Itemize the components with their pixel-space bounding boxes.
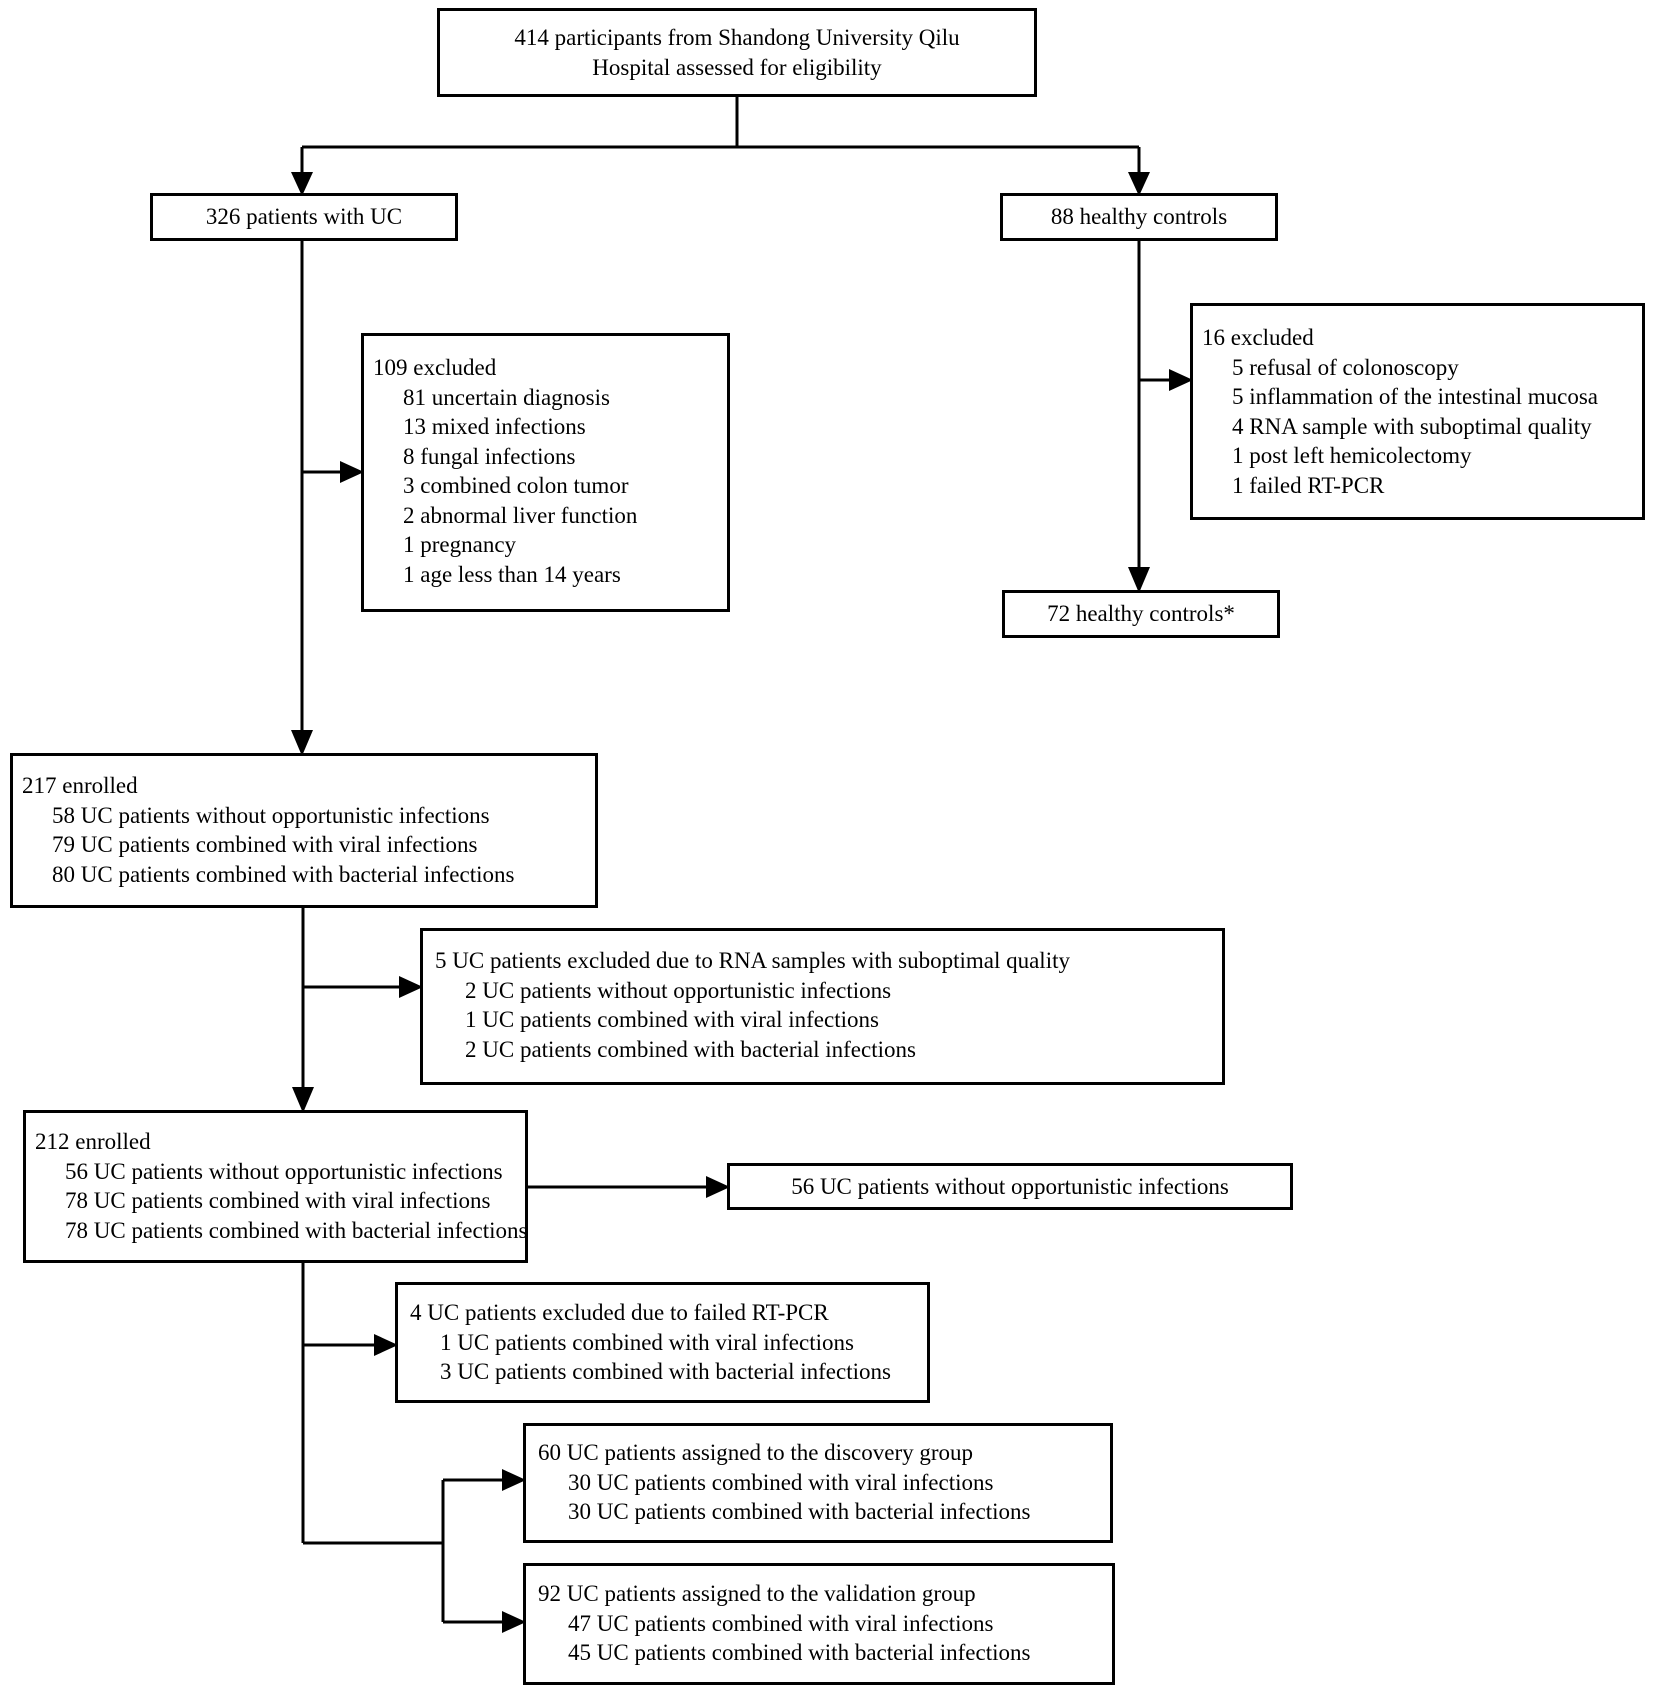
node-text: 326 patients with UC xyxy=(205,204,403,230)
node-item: 2 UC patients without opportunistic infections xyxy=(465,977,892,1003)
node-title: 16 excluded xyxy=(1202,325,1314,350)
node-text: 56 UC patients without opportunistic infections xyxy=(791,1173,1229,1199)
node-title: 92 UC patients assigned to the validation group xyxy=(538,1581,976,1606)
node-text-line: 414 participants from Shandong University Qilu xyxy=(514,25,960,50)
node-item: 2 UC patients combined with bacterial infections xyxy=(465,1036,916,1062)
node-item: 13 mixed infections xyxy=(403,414,586,439)
node-item: 79 UC patients combined with viral infections xyxy=(52,832,478,857)
node-without-infections-56 xyxy=(727,1163,1293,1210)
node-item: 2 abnormal liver function xyxy=(403,502,638,528)
node-title: 60 UC patients assigned to the discovery group xyxy=(538,1440,974,1465)
node-item: 47 UC patients combined with viral infections xyxy=(568,1610,994,1636)
node-item: 5 refusal of colonoscopy xyxy=(1232,354,1459,380)
node-item: 30 UC patients combined with viral infections xyxy=(568,1469,994,1495)
node-item: 58 UC patients without opportunistic infections xyxy=(52,802,490,828)
node-discovery-group-60 xyxy=(523,1423,1113,1543)
node-item: 56 UC patients without opportunistic infections xyxy=(65,1158,503,1184)
node-item: 5 inflammation of the intestinal mucosa xyxy=(1232,384,1599,409)
node-item: 1 pregnancy xyxy=(403,532,517,557)
node-text: 72 healthy controls* xyxy=(1047,601,1235,627)
node-excluded-16 xyxy=(1190,303,1645,520)
node-item: 78 UC patients combined with bacterial infections xyxy=(65,1217,528,1243)
node-item: 81 uncertain diagnosis xyxy=(403,384,610,410)
node-healthy-controls-88 xyxy=(1000,193,1278,241)
node-excluded-rtpcr-4 xyxy=(395,1282,930,1403)
node-text-line: Hospital assessed for eligibility xyxy=(592,54,882,80)
node-assessed-for-eligibility xyxy=(437,8,1037,97)
node-item: 80 UC patients combined with bacterial infections xyxy=(52,861,515,887)
node-item: 78 UC patients combined with viral infections xyxy=(65,1188,491,1213)
node-item: 8 fungal infections xyxy=(403,443,576,469)
node-item: 1 post left hemicolectomy xyxy=(1232,443,1472,468)
node-title: 212 enrolled xyxy=(35,1129,151,1154)
node-healthy-controls-72 xyxy=(1002,590,1280,638)
node-item: 3 UC patients combined with bacterial infections xyxy=(440,1359,891,1384)
node-text: 88 healthy controls xyxy=(1050,204,1228,230)
node-enrolled-217 xyxy=(10,753,598,908)
node-enrolled-212 xyxy=(23,1110,528,1263)
node-title: 5 UC patients excluded due to RNA samples with suboptimal quality xyxy=(435,948,1070,973)
node-excluded-rna-5 xyxy=(420,928,1225,1085)
node-uc-patients-326 xyxy=(150,193,458,241)
node-excluded-109 xyxy=(361,333,730,612)
node-item: 1 UC patients combined with viral infections xyxy=(465,1007,879,1032)
node-item: 1 failed RT-PCR xyxy=(1232,472,1385,498)
node-item: 1 UC patients combined with viral infections xyxy=(440,1329,854,1355)
node-item: 1 age less than 14 years xyxy=(403,561,621,587)
node-item: 4 RNA sample with suboptimal quality xyxy=(1232,413,1592,439)
node-item: 45 UC patients combined with bacterial infections xyxy=(568,1640,1031,1665)
node-title: 109 excluded xyxy=(373,355,497,380)
node-title: 217 enrolled xyxy=(22,773,138,798)
node-title: 4 UC patients excluded due to failed RT-PCR xyxy=(410,1300,829,1325)
node-item: 3 combined colon tumor xyxy=(403,473,629,498)
node-item: 30 UC patients combined with bacterial infections xyxy=(568,1499,1031,1524)
node-validation-group-92 xyxy=(523,1563,1115,1685)
